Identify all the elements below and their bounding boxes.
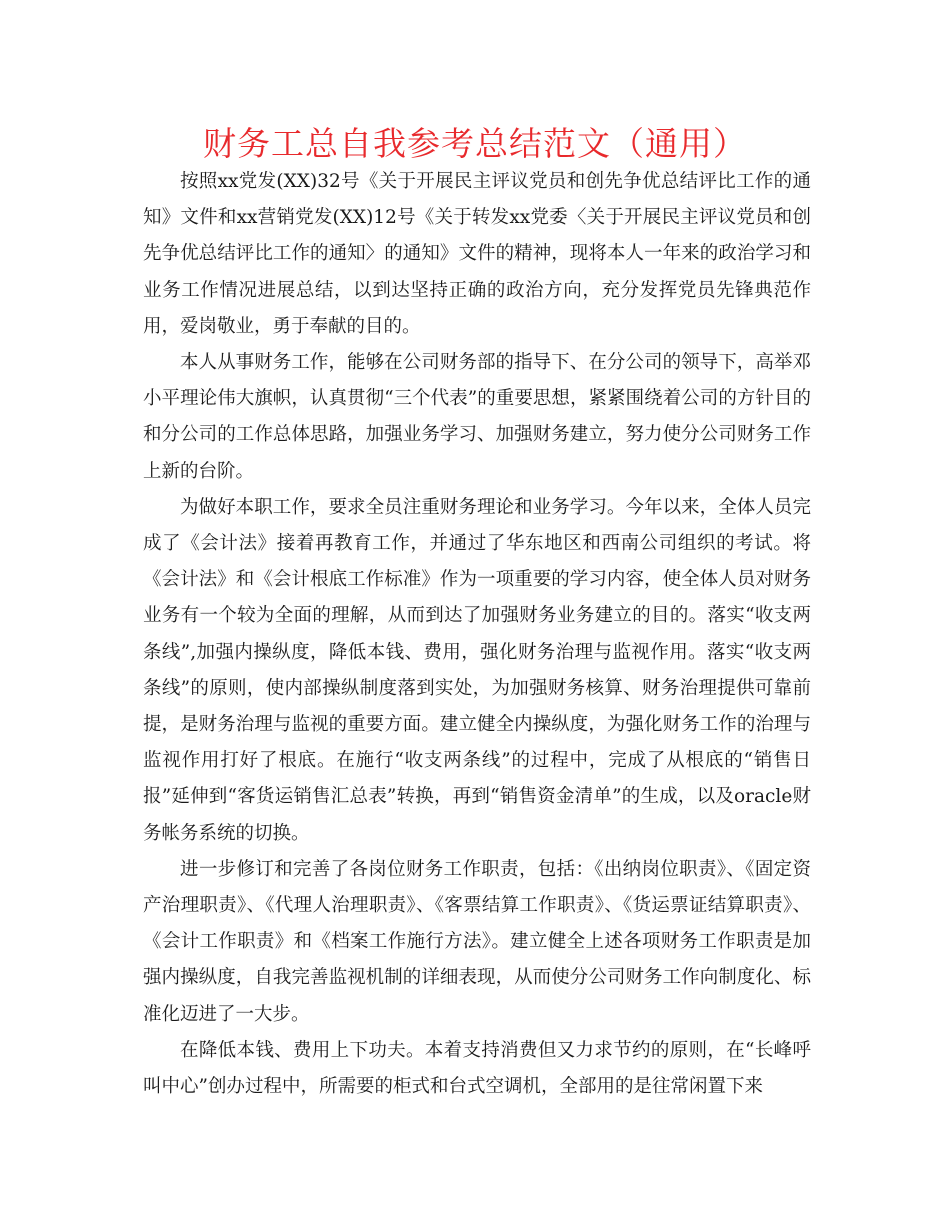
paragraph-3: 为做好本职工作，要求全员注重财务理论和业务学习。今年以来，全体人员完成了《会计法》接着再教育工作，并通过了华东地区和西南公司组织的考试。将《会计法》和《会计根底工作标准》作为一项重要的学习内容，使全体人员对财务业务有一个较为全面的理解，从而到达了加强财务业务建立的目的。落实“收支两条线”,加强内操纵度，降低本钱、费用，强化财务治理与监视作用。落实“收支两条线”的原则，使内部操纵制度落到实处，为加强财务核算、财务治理提供可靠前提，是财务治理与监视的重要方面。建立健全内操纵度，为强化财务工作的治理与监视作用打好了根底。在施行“收支两条线”的过程中，完成了从根底的“销售日报”延伸到“客货运销售汇总表”转换，再到“销售资金清单”的生成，以及oracle财务帐务系统的切换。	[143, 496, 811, 844]
paragraph-5: 在降低本钱、费用上下功夫。本着支持消费但又力求节约的原则，在“长峰呼叫中心”创办过程中，所需要的柜式和台式空调机，全部用的是往常闲置下来	[143, 1039, 811, 1098]
paragraph-1: 按照xx党发(XX)32号《关于开展民主评议党员和创先争优总结评比工作的通知》文件和xx营销党发(XX)12号《关于转发xx党委〈关于开展民主评议党员和创先争优总结评比工作的通知〉的通知》文件的精神，现将本人一年来的政治学习和业务工作情况进展总结，以到达坚持正确的政治方向，充分发挥党员先锋典范作用，爱岗敬业，勇于奉献的目的。	[143, 171, 811, 337]
paragraph-2: 本人从事财务工作，能够在公司财务部的指导下、在分公司的领导下，高举邓小平理论伟大旗帜，认真贯彻“三个代表”的重要思想，紧紧围绕着公司的方针目的和分公司的工作总体思路，加强业务学习、加强财务建立，努力使分公司财务工作上新的台阶。	[143, 352, 811, 482]
document-title: 财务工总自我参考总结范文（通用）	[203, 124, 747, 163]
document-body	[143, 164, 811, 1105]
paragraph-4: 进一步修订和完善了各岗位财务工作职责，包括：《出纳岗位职责》、《固定资产治理职责》、《代理人治理职责》、《客票结算工作职责》、《货运票证结算职责》、《会计工作职责》和《档案工作施行方法》。建立健全上述各项财务工作职责是加强内操纵度，自我完善监视机制的详细表现，从而使分公司财务工作向制度化、标准化迈进了一大步。	[143, 858, 811, 1025]
